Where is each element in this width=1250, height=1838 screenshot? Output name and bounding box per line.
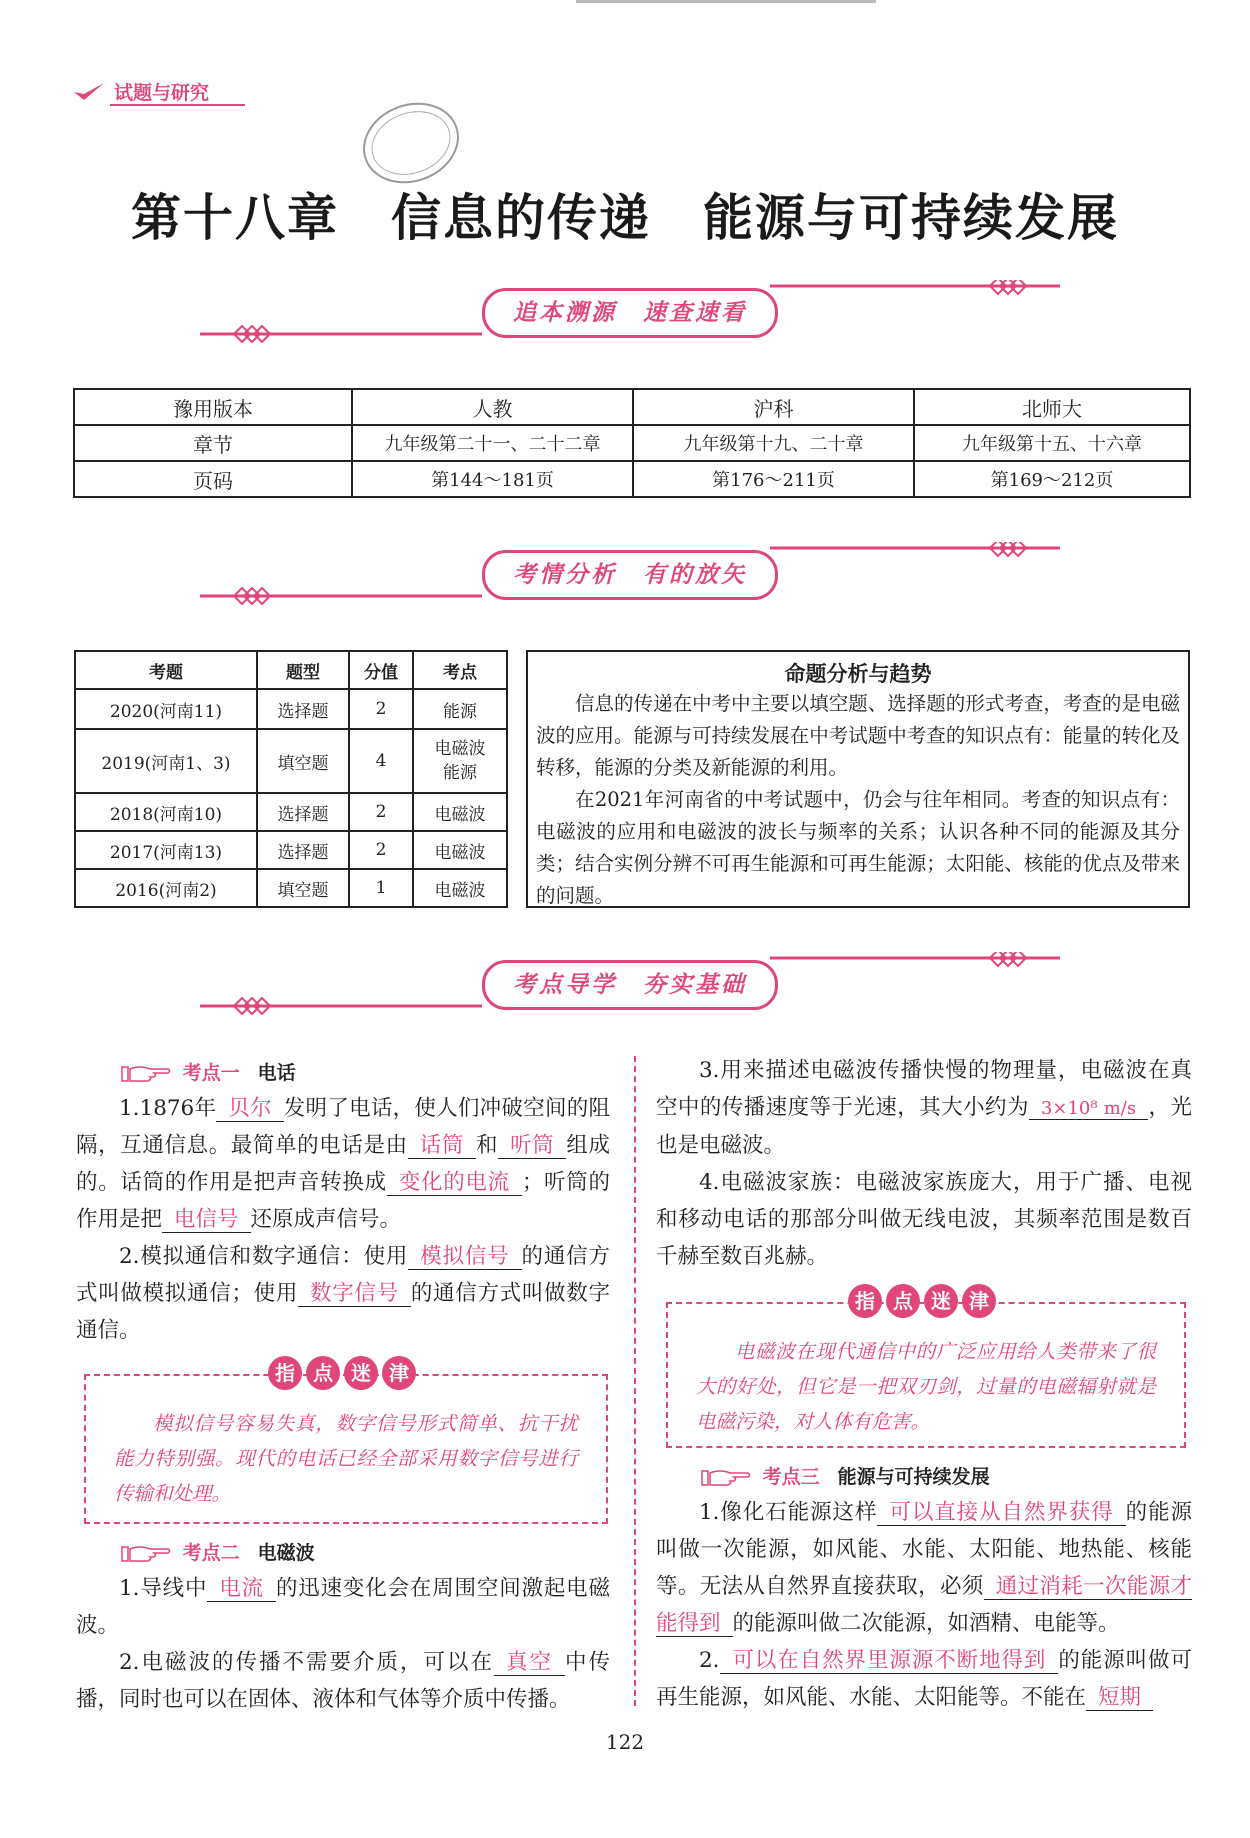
table-cell: 第144～181页 [352, 461, 633, 497]
exam-table [74, 650, 508, 908]
pointing-hand-icon [120, 1543, 172, 1565]
keypoint-number: 考点二 [182, 1542, 240, 1564]
answer-blank: 贝尔 [216, 1096, 284, 1122]
chapter-title: 第十八章 信息的传递 能源与可持续发展 [131, 189, 1119, 247]
table-cell: 2 [349, 831, 413, 869]
table-row [75, 793, 507, 831]
question-text: 1.1876年 [119, 1096, 217, 1121]
table-cell: 选择题 [257, 831, 349, 869]
section-title-2: 考情分析 有的放矢 [482, 550, 778, 600]
right-column [656, 1052, 1192, 1275]
table-cell: 电磁波 [413, 869, 507, 907]
table-cell: 2016(河南2) [75, 869, 257, 907]
table-cell: 1 [349, 869, 413, 907]
answer-blank: 可以直接从自然界获得 [877, 1500, 1125, 1526]
column-divider [634, 1056, 636, 1706]
question-text: 组成的。话筒的作用是把声音转换成 [76, 1133, 610, 1195]
question-text: 2. [699, 1648, 720, 1673]
table-cell: 页码 [74, 461, 352, 497]
answer-blank: 模拟信号 [408, 1244, 521, 1270]
keypoint-3-heading [700, 1460, 1192, 1494]
left-column [76, 1056, 610, 1349]
table-cell: 九年级第二十一、二十二章 [352, 425, 633, 461]
table-cell: 章节 [74, 425, 352, 461]
answer-blank: 听筒 [498, 1133, 566, 1159]
question-text: 2.模拟通信和数字通信：使用 [119, 1244, 409, 1269]
keypoint-1-heading [120, 1056, 610, 1090]
question-text: 2.电磁波的传播不需要介质，可以在 [119, 1650, 494, 1675]
tip-text: 模拟信号容易失真，数字信号形式简单、抗干扰能力特别强。现代的电话已经全部采用数字信号进行传输和处理。 [114, 1412, 578, 1505]
tip-label [848, 1284, 996, 1318]
question-2 [76, 1238, 610, 1349]
question-7 [656, 1494, 1192, 1642]
table-cell: 填空题 [257, 729, 349, 793]
question-text: 的通信方式叫做模拟通信；使用 [76, 1244, 610, 1306]
section-banner-2 [200, 542, 1060, 632]
question-6: 4.电磁波家族：电磁波家族庞大，用于广播、电视和移动电话的那部分叫做无线电波，其频率范围是数百千赫至数百兆赫。 [656, 1170, 1192, 1269]
top-edge-line [576, 0, 876, 3]
answer-blank: 3×10⁸ m/s [1029, 1098, 1148, 1120]
question-5 [656, 1052, 1192, 1164]
keypoint-name: 能源与可持续发展 [837, 1466, 990, 1488]
answer-blank: 话筒 [408, 1133, 476, 1159]
tip-label-char: 点 [306, 1356, 340, 1390]
tip-label-char: 点 [886, 1284, 920, 1318]
analysis-paragraph: 在2021年河南省的中考试题中，仍会与往年相同。考查的知识点有：电磁波的应用和电磁波的波长与频率的关系；认识各种不同的能源及其分类；结合实例分辨不可再生能源和可再生能源；太阳能、核能的优点及带来的问题。 [536, 788, 1180, 907]
keypoint-2-heading [120, 1536, 610, 1570]
question-text: 的通信方式叫做数字通信。 [76, 1281, 610, 1343]
answer-blank: 数字信号 [298, 1281, 411, 1307]
table-header: 分值 [349, 651, 413, 689]
answer-blank: 变化的电流 [387, 1170, 522, 1196]
answer-blank: 短期 [1086, 1685, 1153, 1711]
table-cell: 2018(河南10) [75, 793, 257, 831]
tip-text: 电磁波在现代通信中的广泛应用给人类带来了很大的好处，但它是一把双刃剑，过量的电磁辐射就是电磁污染，对人体有危害。 [696, 1340, 1156, 1433]
question-text: 发明了电话，使人们冲破空间的阻隔，互通信息。最简单的电话是由 [76, 1096, 610, 1158]
table-cell: 九年级第十九、二十章 [633, 425, 914, 461]
analysis-paragraph: 信息的传递在中考中主要以填空题、选择题的形式考查，考查的是电磁波的应用。能源与可持续发展在中考试题中考查的知识点有：能量的转化及转移，能源的分类及新能源的利用。 [536, 692, 1180, 779]
pointing-hand-icon [700, 1467, 752, 1489]
answer-blank: 可以在自然界里源源不断地得到 [720, 1648, 1059, 1674]
table-row [74, 461, 1190, 497]
tip-box-2 [666, 1289, 1186, 1448]
table-cell: 选择题 [257, 793, 349, 831]
table-cell: 人教 [352, 389, 633, 425]
right-column-lower [656, 1460, 1192, 1716]
question-text: 1.像化石能源这样 [699, 1500, 878, 1525]
keypoint-name: 电磁波 [257, 1542, 315, 1564]
tip-label-char: 津 [382, 1356, 416, 1390]
table-row [75, 651, 507, 689]
header-label: 试题与研究 [114, 82, 210, 104]
table-cell: 2017(河南13) [75, 831, 257, 869]
table-cell: 2 [349, 689, 413, 729]
table-cell: 第169～212页 [914, 461, 1190, 497]
answer-blank: 电流 [207, 1576, 276, 1602]
tip-label-char: 指 [268, 1356, 302, 1390]
section-banner-1 [200, 280, 1060, 370]
table-row [74, 425, 1190, 461]
keypoint-number: 考点一 [182, 1062, 240, 1084]
section-title-3: 考点导学 夯实基础 [482, 960, 778, 1010]
table-cell: 2019(河南1、3) [75, 729, 257, 793]
version-table [73, 388, 1191, 498]
tip-label-char: 迷 [344, 1356, 378, 1390]
table-cell: 九年级第十五、十六章 [914, 425, 1190, 461]
table-cell: 4 [349, 729, 413, 793]
table-cell: 北师大 [914, 389, 1190, 425]
question-text: 的能源叫做可再生能源，如风能、水能、太阳能等。不能在 [656, 1648, 1192, 1710]
table-cell: 能源 [413, 689, 507, 729]
question-3 [76, 1570, 610, 1644]
checkmark-icon [72, 80, 106, 104]
question-text: ；听筒的作用是把 [76, 1170, 610, 1232]
table-cell: 第176～211页 [633, 461, 914, 497]
table-cell: 2 [349, 793, 413, 831]
watermark-stamp [356, 98, 466, 188]
tip-label-char: 指 [848, 1284, 882, 1318]
section-title-1: 追本溯源 速查速看 [482, 288, 778, 338]
question-8 [656, 1642, 1192, 1716]
question-text: 中传播，同时也可以在固体、液体和气体等介质中传播。 [76, 1650, 610, 1712]
table-header: 题型 [257, 651, 349, 689]
table-row [75, 831, 507, 869]
page-number: 122 [605, 1730, 645, 1754]
tip-label-char: 迷 [924, 1284, 958, 1318]
question-text: 1.导线中 [119, 1576, 208, 1601]
pointing-hand-icon [120, 1063, 172, 1085]
header-underline [110, 104, 245, 106]
analysis-body [536, 688, 1180, 912]
question-text: 3.用来描述电磁波传播快慢的物理量，电磁波在真空中的传播速度等于光速，其大小约为 [656, 1058, 1192, 1120]
question-text: 和 [475, 1133, 499, 1158]
tip-label [268, 1356, 416, 1390]
table-cell: 选择题 [257, 689, 349, 729]
keypoint-number: 考点三 [762, 1466, 820, 1488]
table-cell: 填空题 [257, 869, 349, 907]
table-cell: 电磁波 [413, 793, 507, 831]
table-cell: 豫用版本 [74, 389, 352, 425]
question-4 [76, 1644, 610, 1718]
answer-blank: 通过消耗一次能源才能得到 [656, 1574, 1192, 1636]
table-cell: 电磁波 [413, 831, 507, 869]
left-column-lower [76, 1536, 610, 1718]
analysis-title: 命题分析与趋势 [784, 662, 932, 686]
tip-box-1 [84, 1361, 608, 1524]
table-row [74, 389, 1190, 425]
table-cell: 沪科 [633, 389, 914, 425]
question-text: 的能源叫做一次能源，如风能、水能、太阳能、地热能、核能等。无法从自然界直接获取，必须 [656, 1500, 1192, 1599]
analysis-box [526, 650, 1190, 908]
table-row [75, 869, 507, 907]
answer-blank: 真空 [494, 1650, 565, 1676]
tip-label-char: 津 [962, 1284, 996, 1318]
question-text: 的能源叫做二次能源，如酒精、电能等。 [732, 1611, 1120, 1636]
table-header: 考题 [75, 651, 257, 689]
question-text: ，光也是电磁波。 [656, 1095, 1192, 1158]
section-banner-3 [200, 952, 1060, 1042]
table-cell: 电磁波 能源 [413, 729, 507, 793]
question-text: 还原成声信号。 [250, 1207, 402, 1232]
table-row [75, 689, 507, 729]
table-cell: 2020(河南11) [75, 689, 257, 729]
answer-blank: 电信号 [162, 1207, 251, 1233]
table-row [75, 729, 507, 793]
keypoint-name: 电话 [257, 1062, 296, 1084]
table-header: 考点 [413, 651, 507, 689]
question-1 [76, 1090, 610, 1238]
question-text: 的迅速变化会在周围空间激起电磁波。 [76, 1576, 610, 1638]
